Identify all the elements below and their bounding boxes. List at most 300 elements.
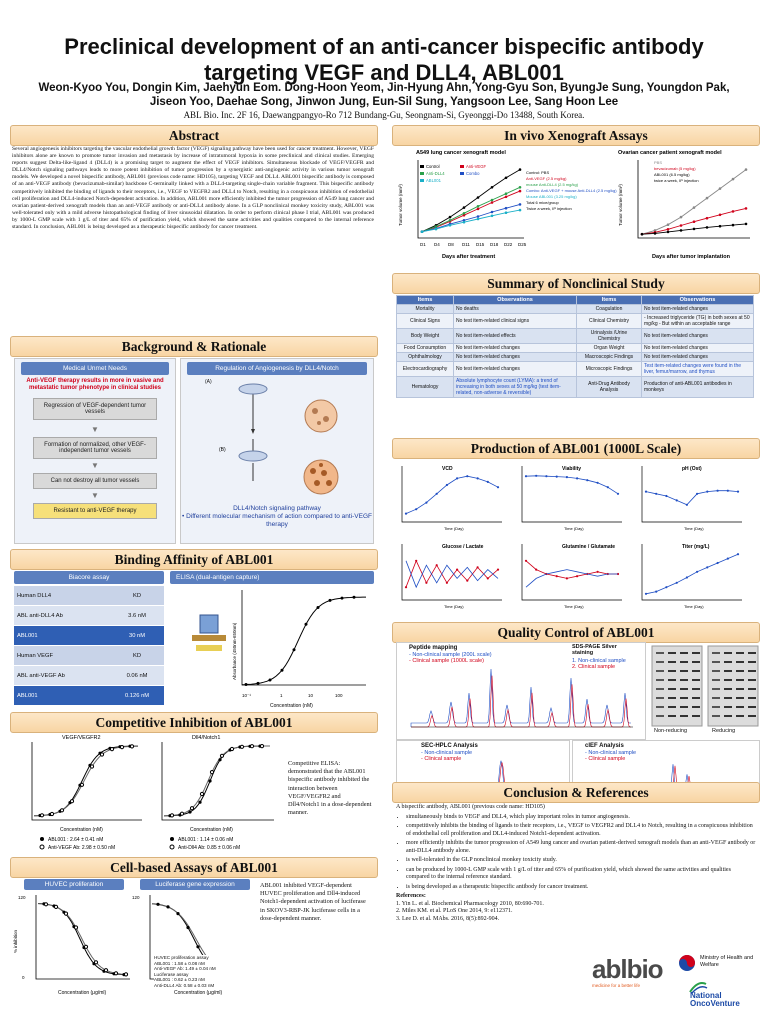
xeno1-tick: D25 [518, 242, 527, 247]
xeno1-point [491, 199, 494, 202]
conclusion-bullet: • is being developed as a therapeutic bispecific antibody for cancer treatment. [406, 884, 756, 892]
biacore-cell-value: 30 nM [110, 626, 164, 646]
gel-band [736, 697, 744, 699]
production-point [497, 569, 499, 571]
gel-band [724, 670, 732, 672]
cell-legend-2: ABL001 : 1.58 ± 0.08 nM [154, 960, 205, 966]
gel-band [656, 661, 664, 663]
nonclinical-cell: No test item-related changes [454, 362, 577, 377]
luc-point-a [186, 926, 189, 929]
nonclinical-cell: - Increased triglyceride (TG) in both sexes at 50 mg/kg - But within an acceptable range [642, 314, 754, 329]
gel-band [656, 697, 664, 699]
production-point [535, 475, 537, 477]
nonclinical-cell: Production of anti-ABL001 antibodies in monkeys [642, 377, 754, 398]
biacore-cell-value: KD [110, 646, 164, 666]
gel-band [712, 661, 720, 663]
cell-legend [154, 955, 254, 989]
xeno1-point [505, 211, 508, 214]
cell-charts [14, 891, 254, 1015]
xeno1-tick: D11 [462, 242, 470, 247]
gel-band [748, 670, 756, 672]
gel-lane-block [708, 646, 758, 726]
production-point [686, 504, 688, 506]
cell-banner: Cell-based Assays of ABL001 [10, 857, 378, 878]
comp2-point-a [208, 779, 211, 782]
ministry-text: Ministry of Health and Welfare [700, 955, 754, 968]
comp2-point-a [198, 801, 201, 804]
gel-band [724, 706, 732, 708]
nonclinical-row [397, 362, 754, 377]
comp1-point-b [90, 765, 93, 768]
production-point [477, 477, 479, 479]
sds-leg-1: 1. Non-clinical sample [572, 658, 626, 664]
xeno2-point [719, 225, 722, 228]
production-chart-title: Titer (mg/L) [682, 544, 710, 550]
nonclinical-row [397, 377, 754, 398]
biacore-table [14, 586, 164, 706]
background-banner: Background & Rationale [10, 336, 378, 357]
elisa-xlabel: Concentration (nM) [270, 703, 313, 709]
comp2-point-b [190, 807, 193, 810]
production-point [645, 593, 647, 595]
production-point [466, 580, 468, 582]
svg-text:10: 10 [308, 693, 314, 698]
production-line [526, 561, 618, 579]
nc-header-items-2: Items [577, 296, 642, 305]
nonclinical-row [397, 329, 754, 344]
xeno2-point [654, 232, 657, 235]
gel-band [680, 652, 688, 654]
comp-leg2-b: Anti-Dll4 Ab: 0.85 ± 0.06 nM [178, 845, 241, 851]
production-chart-title: Glucose / Lactate [442, 544, 484, 550]
xeno1-point [505, 196, 508, 199]
gel-band [668, 697, 676, 699]
cell-legend-4: Luciferase assay [154, 971, 189, 977]
xeno1-point [477, 205, 480, 208]
gel-band [748, 697, 756, 699]
nonclinical-cell: Coagulation [577, 305, 642, 314]
production-xlabel: Time (Day) [684, 526, 704, 531]
comp-leg1-a: ABL001 : 2.64 ± 0.41 nM [48, 837, 104, 843]
gel-band [668, 688, 676, 690]
xeno1-point [449, 216, 452, 219]
xeno1-legend-swatch [420, 165, 424, 168]
huvec-xlabel: Concentration (μg/ml) [58, 990, 107, 996]
biacore-cell-value: 3.6 nM [110, 606, 164, 626]
xeno1-point [491, 215, 494, 218]
production-point [456, 569, 458, 571]
luc-point-a [176, 912, 179, 915]
comp1-point-b [120, 746, 123, 749]
conclusion-banner: Conclusion & References [392, 782, 760, 803]
xeno1-tick: D18 [490, 242, 499, 247]
xeno2-point [680, 224, 683, 227]
nc-header-items: Items [397, 296, 454, 305]
ovarian-title: Ovarian cancer patient xenograft model [618, 150, 722, 156]
gel-band [712, 715, 720, 717]
production-point [556, 476, 558, 478]
nonclinical-cell: Mortality [397, 305, 454, 314]
production-point [665, 495, 667, 497]
ministry-logo [678, 952, 758, 974]
comp2-point-b [210, 771, 213, 774]
production-point [597, 571, 599, 573]
production-point [696, 493, 698, 495]
gel-band [712, 670, 720, 672]
nonclinical-cell: Organ Weight [577, 344, 642, 353]
authors-line1: Weon-Kyoo You, Dongin Kim, Jaehyun Eom. Dong-Hoon Yeom, Jin-Hyung Ahn, Yong-Gyu Son, ByungJe Sung, Youngdon Pak, [38, 82, 730, 94]
xeno1-point [477, 208, 480, 211]
xeno1-tick: D8 [448, 242, 454, 247]
sec-leg-1: - Non-clinical sample [421, 750, 473, 756]
huvec-title: HUVEC proliferation [24, 879, 124, 890]
gel-band [736, 715, 744, 717]
nonclinical-cell: Hematology [397, 377, 454, 398]
cell-legend-3: Anti-VEGF Ab: 1.49 ± 0.04 nM [154, 966, 216, 972]
nonclinical-banner: Summary of Nonclinical Study [392, 273, 760, 294]
xeno1-point [449, 219, 452, 222]
qc-banner: Quality Control of ABL001 [392, 622, 760, 643]
comp2-point-b [260, 745, 263, 748]
xenograft-banner: In vivo Xenograft Assays [392, 125, 760, 146]
nonclinical-cell: No test item-related changes [454, 353, 577, 362]
comp1-point-b [40, 814, 43, 817]
cell-legend-5: ABL001 : 0.62 ± 0.23 nM [154, 977, 205, 983]
elisa-point [269, 679, 272, 682]
production-point [436, 564, 438, 566]
nonclinical-cell: Food Consumption [397, 344, 454, 353]
gel-band [656, 688, 664, 690]
nonreducing-label: Non-reducing [654, 728, 688, 734]
nonclinical-row [397, 353, 754, 362]
xeno1-point [519, 190, 522, 193]
unmet-needs-panel [14, 358, 176, 544]
production-point [425, 502, 427, 504]
xeno2-point [706, 226, 709, 229]
huvec-point-b [54, 905, 57, 908]
arrow-down-icon: ▼ [91, 425, 99, 434]
huvec-point-b [84, 945, 87, 948]
xeno1-legend-swatch [460, 172, 464, 175]
comp2-point-b [240, 745, 243, 748]
xeno1-legend-detail: mouse Anti-DLL4 (2.5 mg/kg) [526, 182, 579, 187]
production-point [586, 479, 588, 481]
competitive-banner: Competitive Inhibition of ABL001 [10, 712, 378, 733]
production-point [706, 491, 708, 493]
xeno1-legend-detail: Control: PBS [526, 170, 550, 175]
biacore-cell-value: 0.06 nM [110, 666, 164, 686]
gel-band [680, 697, 688, 699]
xeno1-legend-detail: Twice a week, IP injection [526, 206, 572, 211]
gel-band [736, 706, 744, 708]
gel-band [668, 679, 676, 681]
xeno1-legend-swatch [420, 179, 424, 182]
gel-band [736, 679, 744, 681]
production-point [487, 481, 489, 483]
references-title: References: [396, 893, 426, 899]
gel-band [736, 661, 744, 663]
biacore-row [14, 606, 164, 626]
xeno2-point [693, 228, 696, 231]
production-point [576, 575, 578, 577]
xeno2-point [641, 233, 644, 236]
xeno1-legend-detail: Anti-VEGF (2.5 mg/kg) [526, 176, 567, 181]
xeno1-point [463, 221, 466, 224]
production-banner: Production of ABL001 (1000L Scale) [392, 438, 760, 459]
xeno1-point [449, 224, 452, 227]
xeno2-legend-label: twice a week, IP injection [654, 178, 699, 183]
gel-band [692, 697, 700, 699]
taegeuk-icon [678, 954, 696, 972]
gel-band [680, 661, 688, 663]
production-point [535, 569, 537, 571]
biacore-title: Biacore assay [14, 571, 164, 584]
xeno1-legend-label: Anti-VEGF [466, 164, 487, 169]
production-chart-title: Viability [562, 466, 582, 472]
comp2-point-b [220, 754, 223, 757]
svg-text:100: 100 [335, 693, 343, 698]
xeno1-legend-detail: Total 6 mice/group [526, 200, 559, 205]
conclusion-body [396, 804, 756, 923]
ablbio-tagline: medicine for a better life [592, 983, 641, 988]
svg-text:(B): (B) [219, 447, 226, 453]
xeno1-point [491, 186, 494, 189]
comp2-point-b [230, 747, 233, 750]
conclusion-intro: A bispecific antibody, ABL001 (previous code name: HD105) [396, 804, 545, 810]
gel-band [680, 706, 688, 708]
elisa-point [317, 606, 320, 609]
gel-band [668, 706, 676, 708]
panel-a-label: (A) [205, 379, 212, 385]
huvec-ylabel: % inhibition [13, 929, 18, 953]
conclusion-bullet: • can be produced by 1000-L GMP scale with 1 g/L of titer and 65% of purification yield, which showed the same activities and qualities compared to the internal reference standard. [406, 867, 756, 882]
xeno1-legend-label: Control [426, 164, 440, 169]
nonclinical-cell: Electrocardiography [397, 362, 454, 377]
production-point [717, 490, 719, 492]
nonclinical-cell: Macroscopic Findings [577, 353, 642, 362]
biacore-cell-value: KD [110, 586, 164, 606]
production-point [676, 582, 678, 584]
gel-band [736, 688, 744, 690]
svg-text:0: 0 [22, 975, 25, 980]
svg-text:10⁻¹: 10⁻¹ [242, 693, 251, 698]
xeno2-legend-label: bevacizumab (5 mg/kg) [654, 166, 696, 171]
production-point [436, 493, 438, 495]
sds-gel-images [652, 642, 758, 728]
production-chart-title: VCD [442, 466, 453, 472]
production-line [526, 476, 618, 494]
xeno1-point [435, 228, 438, 231]
xeno1-point [519, 168, 522, 171]
xeno1-point [519, 203, 522, 206]
comp-chart2-title: Dll4/Notch1 [192, 735, 221, 741]
production-point [405, 586, 407, 588]
xeno1-point [491, 201, 494, 204]
peptide-title: Peptide mapping [409, 645, 458, 651]
elisa-title: ELISA (dual-antigen capture) [170, 571, 374, 584]
luciferase-title: Luciferase gene expression [140, 879, 250, 890]
production-line [646, 554, 738, 594]
nonclinical-row [397, 305, 754, 314]
elisa-chart [170, 585, 374, 715]
production-xlabel: Time (Day) [444, 604, 464, 609]
sec-leg-2: - Clinical sample [421, 756, 462, 762]
gel-band [656, 679, 664, 681]
xeno2-ylabel: Tumor volume (mm³) [618, 184, 623, 226]
production-point [686, 576, 688, 578]
huvec-point-b [44, 903, 47, 906]
nonclinical-cell: Anti-Drug Antibody Analysis [577, 377, 642, 398]
huvec-point-b [94, 961, 97, 964]
xeno2-point [732, 224, 735, 227]
nonclinical-row [397, 344, 754, 353]
production-point [727, 490, 729, 492]
nonclinical-cell: No test item-related changes [454, 344, 577, 353]
elisa-panel [170, 571, 374, 717]
biacore-row [14, 626, 164, 646]
production-point [456, 477, 458, 479]
a549-title: A549 lung cancer xenograft model [416, 150, 506, 156]
unmet-needs-red-text: Anti-VEGF therapy results in more in vasive and metastatic tumor phenotype in clinical studies [26, 378, 164, 391]
luc-xlabel: Concentration (μg/ml) [174, 990, 223, 996]
comp-chart1-title: VEGF/VEGFR2 [62, 735, 101, 741]
production-point [425, 582, 427, 584]
xeno2-point [732, 178, 735, 181]
xeno2-point [693, 220, 696, 223]
comp1-point-b [100, 753, 103, 756]
nonclinical-cell: Microscopic Findings [577, 362, 642, 377]
elisa-point [293, 648, 296, 651]
production-point [405, 513, 407, 515]
production-chart-title: pH (Ost) [682, 466, 702, 472]
nonclinical-cell: No test item-related changes [642, 353, 754, 362]
comp1-point-b [80, 783, 83, 786]
gel-band [724, 688, 732, 690]
gel-band [656, 706, 664, 708]
nonclinical-cell: Clinical Chemistry [577, 314, 642, 329]
production-point [446, 484, 448, 486]
gel-band [724, 661, 732, 663]
production-point [477, 566, 479, 568]
production-point [576, 477, 578, 479]
xeno2-point [667, 228, 670, 231]
xeno1-tick: D15 [476, 242, 485, 247]
nonclinical-cell: Test item-related changes were found in the liver, femur/marrow, and thymus [642, 362, 754, 377]
xenograft-charts [392, 146, 758, 268]
biacore-cell-name: Human DLL4 [14, 586, 110, 606]
regulation-panel [180, 358, 374, 544]
production-point [706, 566, 708, 568]
production-point [676, 499, 678, 501]
comp1-point-b [50, 812, 53, 815]
production-point [645, 491, 647, 493]
gel-band [656, 715, 664, 717]
gel-band [656, 652, 664, 654]
ablbio-logo [592, 955, 670, 1005]
production-line-2 [526, 570, 618, 588]
elisa-ylabel: Absorbance (450nm-650nm) [232, 622, 237, 680]
biacore-cell-name: Human VEGF [14, 646, 110, 666]
comp2-point-a [188, 810, 191, 813]
xeno1-point [519, 209, 522, 212]
competitive-charts [12, 732, 288, 856]
biacore-row [14, 586, 164, 606]
affiliation: ABL Bio. Inc. 2F 16, Daewangpangyo-Ro 712 Bundang-Gu, Seongnam-Si, Gyeonggi-Do 13488, South Korea. [183, 110, 585, 120]
production-point [655, 591, 657, 593]
nonclinical-cell: No test item-related clinical signs [454, 314, 577, 329]
needs-box-1: Regression of VEGF-dependent tumor vessels [33, 398, 157, 420]
production-point [597, 482, 599, 484]
elisa-point [353, 596, 356, 599]
oncoventure-logo [688, 980, 764, 1010]
gel-band [692, 706, 700, 708]
huvec-point-b [104, 969, 107, 972]
nonclinical-cell: No test item-related changes [642, 329, 754, 344]
production-point [737, 491, 739, 493]
nonclinical-cell: Body Weight [397, 329, 454, 344]
huvec-point-b [124, 973, 127, 976]
cell-legend-6: Anti-DLL4 Ab: 0.58 ± 0.03 nM [154, 982, 215, 988]
reference-3: 3. Lee D. et al. MAbs. 2016, 8(5):892-904. [396, 915, 500, 922]
production-point [446, 582, 448, 584]
gel-band [736, 670, 744, 672]
production-xlabel: Time (Day) [444, 526, 464, 531]
reference-1: 1. Yin L. et al. Biochemical Pharmacology 2010, 80:690-701. [396, 900, 544, 907]
production-point [655, 493, 657, 495]
elisa-point [257, 682, 260, 685]
elisa-point [281, 669, 284, 672]
comp2-point-b [250, 745, 253, 748]
comp2-point-b [200, 792, 203, 795]
gel-band [748, 706, 756, 708]
cell-charts-panel [14, 879, 254, 1015]
conclusion-bullet: • competitively inhibits the binding of ligands to their receptors, i.e., VEGF to VEGFR2 and DLL4 to Notch, resulting in a conspicuous inhibition of endothelial cell proliferation and DLL4-induced Notch1-dependent activation. [406, 823, 756, 838]
gel-band [748, 652, 756, 654]
authors-line2: Jiseon Yoo, Daehae Song, Jinwon Jung, Eun-Sil Sung, Yangsoon Lee, Sang Hoon Lee [149, 96, 619, 108]
production-point [415, 560, 417, 562]
biacore-row [14, 666, 164, 686]
production-point [727, 558, 729, 560]
gel-band [692, 679, 700, 681]
production-point [607, 486, 609, 488]
xeno2-point [693, 206, 696, 209]
nc-header-observations: Observations [454, 296, 577, 305]
xeno1-legend-swatch [460, 165, 464, 168]
elisa-point [245, 683, 248, 686]
poster-title-line1: Preclinical development of an anti-cancer bispecific antibody [64, 34, 704, 59]
conclusion-bullet: • is well-tolerated in the GLP nonclinical monkey toxicity study. [406, 857, 756, 865]
gel-band [748, 661, 756, 663]
gel-band [680, 670, 688, 672]
xeno1-point [477, 196, 480, 199]
gel-band [712, 652, 720, 654]
gel-band [680, 688, 688, 690]
xeno2-legend-label: ABL001 (6.5 mg/kg) [654, 172, 690, 177]
comp2-point-b [180, 812, 183, 815]
biacore-cell-name: ABL anti-VEGF Ab [14, 666, 110, 686]
gel-lane-block [652, 646, 702, 726]
xeno1-point [463, 212, 466, 215]
comp2-point-b [170, 814, 173, 817]
xeno1-legend-swatch [420, 172, 424, 175]
gel-band [748, 688, 756, 690]
gel-band [692, 652, 700, 654]
oncoventure-text: National OncoVenture [690, 991, 740, 1008]
gel-band [668, 670, 676, 672]
abstract-text: Several angiogenesis inhibitors targeting the vascular endothelial growth factor (VEGF) signaling pathway have been used for cancer treatment. However, VEGF inhibitors alone are known to promote tumor invasion and metastasis by increase of intratumoral hypoxia in some preclinical and clinical studies. Emerging reports suggest Delta-like-ligand 4 (DLL4) is a promising target to augment the effect of VEGF inhibitors. Simultaneous blockade of VEGF/VEGFR and DLL4/Notch signaling pathways leads to more potent inhibition of tumor progression by a synergistic anti-angiogenic activity in various tumor xenograft models. We developed a novel bispecific antibody, ABL001 (previous code name: HD105), targeting VEGF and DLL4. ABL001 bispecific antibody is composed of an anti-VEGF antibody (bevacizumab-similar) backbone C-terminally linked with a DLL4-targeting single-chain variable fragment. This bispecific antibody competitively inhibited the binding of ligands to their receptors, i.e., VEGF to VEGFR2 and DLL4 to Notch, resulting in a conspicuous inhibition of endothelial cell proliferation and DLL4-induced Notch-dependent activation. In addition, ABL001 more efficiently inhibited the tumor progression of A549 lung cancer and ovarian patient-derived xenograft models than an anti-VEGF antibody or anti-DLL4 antibody alone. In a GLP nonclinical monkey toxicity study, ABL001 was well-tolerated only with a mild adverse histopathological finding of liver sinusoidal dilatation. In order to perform clinical phase I trial, ABL001 was produced by 1000-L GMP scale with 1 g/L of titer and 65% of purification yield, which showed the same activities and qualities compared to the internal reference standard. In conclusion, ABL001 is being developed as a therapeutic bispecific antibody for cancer treatment. [12, 146, 374, 231]
conclusion-bullet: • more efficiently inhibits the tumor progression of A549 lung cancer and ovarian patient-derived xenograft models than an anti-VEGF antibody or anti-DLL4 antibody alone. [406, 840, 756, 855]
huvec-point-b [114, 972, 117, 975]
